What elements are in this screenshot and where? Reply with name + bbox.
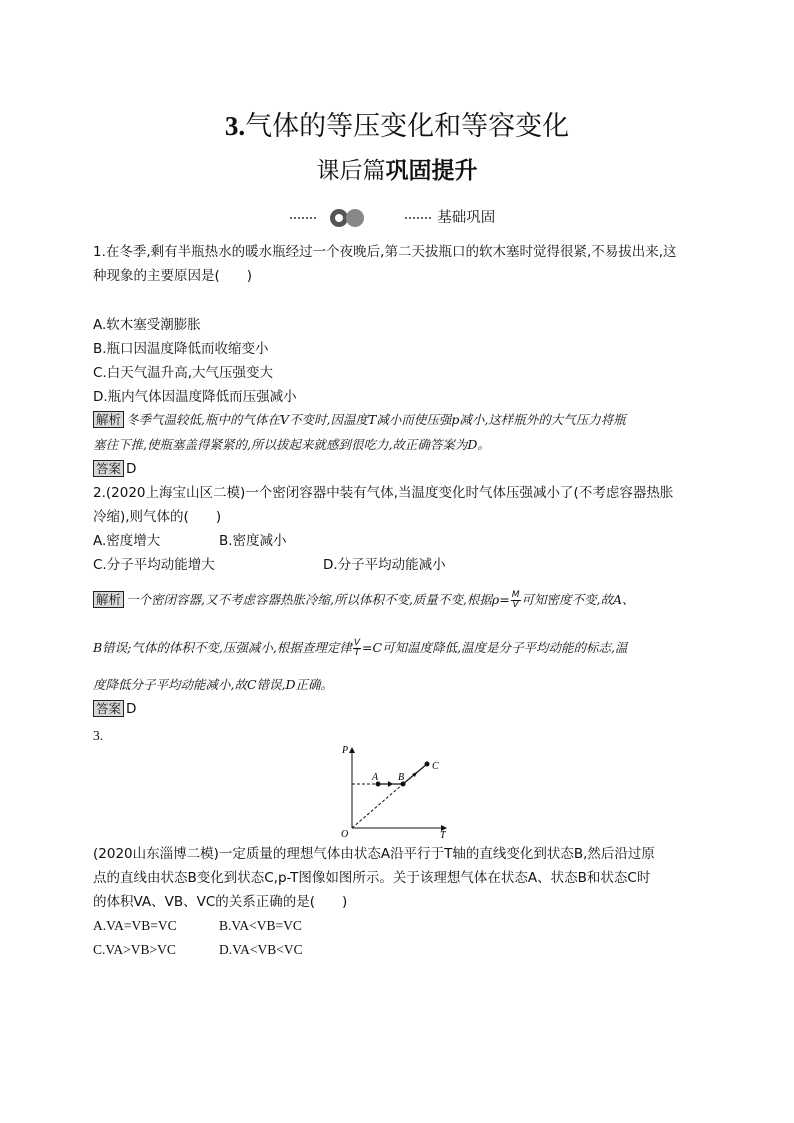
q2-analysis-text-1b: 可知密度不变,故A、	[521, 592, 635, 607]
q3-options-row-2	[93, 938, 303, 962]
q3-stem-line-1: (2020山东淄博二模)一定质量的理想气体由状态A沿平行于T轴的直线变化到状态B,然后沿过原	[93, 846, 655, 862]
q1-analysis-line-1	[93, 408, 626, 432]
charles-fraction	[353, 639, 361, 658]
fraction-denominator: T	[354, 647, 360, 658]
q3-number: 3.	[93, 728, 104, 743]
q3-stem-line-2: 点的直线由状态B变化到状态C,p-T图像如图所示。关于该理想气体在状态A、状态B和状态C时	[93, 870, 651, 886]
dotted-divider-left	[290, 217, 316, 219]
t-axis-label: T	[440, 830, 446, 838]
section-badge-icon	[327, 208, 371, 228]
q1-option-d: D.瓶内气体因温度降低而压强减小	[93, 389, 297, 405]
q1-answer	[93, 457, 136, 481]
q2-stem-line-1: 2.(2020上海宝山区二模)一个密闭容器中装有气体,当温度变化时气体压强减小了(不考虑容器热胀	[93, 485, 674, 501]
q1-analysis-text-2: 塞往下推,使瓶塞盖得紧紧的,所以拔起来就感到很吃力,故正确答案为D。	[93, 437, 490, 452]
p-t-graph	[336, 742, 452, 838]
section-title: 基础巩固	[437, 210, 496, 226]
q3-stem-line-3: 的体积VA、VB、VC的关系正确的是( )	[93, 894, 348, 910]
q2-option-d: D.分子平均动能减小	[323, 557, 446, 573]
page-subtitle	[0, 152, 794, 185]
title-number: 3.	[224, 111, 246, 141]
fraction-numerator: M	[511, 589, 520, 600]
subtitle-bold: 巩固提升	[385, 158, 478, 184]
point-c-label: C	[432, 761, 439, 772]
q1-answer-value: D	[126, 461, 137, 477]
point-a-label: A	[372, 772, 379, 783]
subtitle-normal: 课后篇	[316, 158, 386, 184]
q1-option-c: C.白天气温升高,大气压强变大	[93, 365, 274, 381]
q1-analysis-text-1: 冬季气温较低,瓶中的气体在V不变时,因温度T减小而使压强p减小,这样瓶外的大气压力将瓶	[126, 412, 626, 427]
answer-tag: 答案	[93, 700, 124, 717]
q2-option-b: B.密度减小	[219, 533, 287, 549]
q2-options-row-1	[93, 529, 287, 553]
q2-options-row-2	[93, 553, 446, 577]
page-title	[0, 104, 794, 143]
q3-option-d: D.VA<VB<VC	[219, 942, 303, 957]
fraction-denominator: V	[512, 599, 519, 610]
q3-options-row-1	[93, 914, 302, 938]
origin-label: O	[341, 829, 349, 838]
q2-analysis-text-3: 度降低分子平均动能减小,故C错误,D正确。	[93, 677, 334, 692]
q2-analysis-text-2b: =C可知温度降低,温度是分子平均动能的标志,温	[362, 640, 628, 655]
q2-option-a: A.密度增大	[93, 533, 161, 549]
fraction-numerator: V	[353, 637, 361, 648]
section-header	[290, 206, 495, 226]
title-text: 气体的等压变化和等容变化	[245, 111, 570, 142]
q1-option-a: A.软木塞受潮膨胀	[93, 317, 201, 333]
p-axis-label: P	[342, 745, 349, 756]
density-fraction	[511, 591, 521, 610]
dotted-divider-right	[405, 217, 431, 219]
q2-analysis-text-1a: 一个密闭容器,又不考虑容器热胀冷缩,所以体积不变,质量不变,根据ρ=	[126, 592, 510, 607]
q2-analysis-line-1	[93, 588, 635, 612]
q1-stem-line-1: 1.在冬季,剩有半瓶热水的暖水瓶经过一个夜晚后,第二天拔瓶口的软木塞时觉得很紧,不易拔出来,这	[93, 244, 677, 260]
q3-option-c: C.VA>VB>VC	[93, 942, 176, 957]
analysis-tag: 解析	[93, 591, 124, 608]
point-b-label: B	[398, 772, 405, 783]
q3-option-b: B.VA<VB=VC	[219, 918, 302, 933]
point-c	[425, 762, 430, 767]
q1-option-b: B.瓶口因温度降低而收缩变小	[93, 341, 269, 357]
origin-to-b-line	[352, 784, 403, 828]
q2-analysis-line-3	[93, 673, 333, 697]
q2-answer-value: D	[126, 701, 137, 717]
q2-option-c: C.分子平均动能增大	[93, 557, 215, 573]
q2-analysis-text-2a: B错误;气体的体积不变,压强减小,根据查理定律	[93, 640, 352, 655]
analysis-tag: 解析	[93, 411, 124, 428]
ab-arrow-icon	[388, 781, 393, 787]
q2-stem-line-2: 冷缩),则气体的( )	[93, 509, 222, 525]
answer-tag: 答案	[93, 460, 124, 477]
q3-option-a: A.VA=VB=VC	[93, 918, 177, 933]
q2-analysis-line-2	[93, 636, 628, 660]
q2-answer	[93, 697, 136, 721]
q1-stem-line-2: 种现象的主要原因是( )	[93, 268, 253, 284]
q1-analysis-line-2	[93, 433, 490, 457]
